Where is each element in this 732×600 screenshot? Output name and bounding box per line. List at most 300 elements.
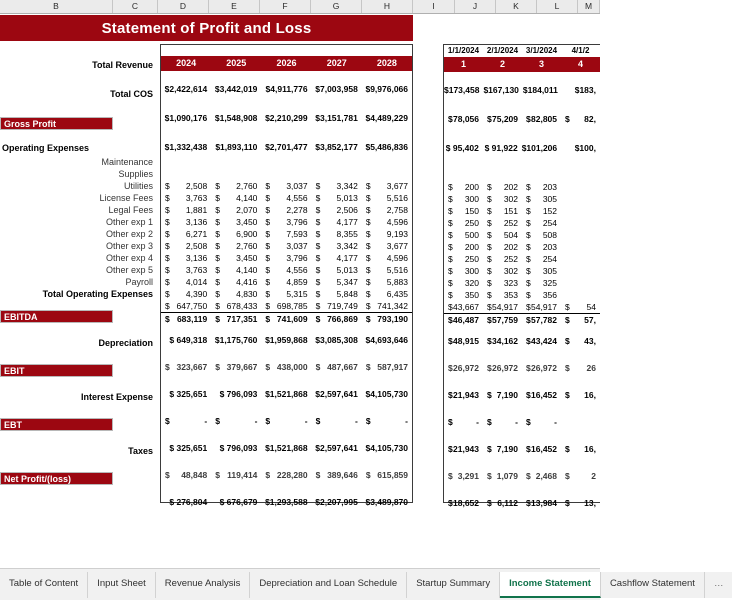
table-cell[interactable] xyxy=(483,493,522,514)
row-label-interest-expense[interactable]: Interest Expense xyxy=(80,392,153,402)
table-cell[interactable] xyxy=(561,314,600,325)
table-cell[interactable] xyxy=(444,289,483,301)
annual-row-ebt[interactable] xyxy=(161,438,412,459)
monthly-row-5[interactable] xyxy=(444,181,600,193)
annual-row-other-exp-1[interactable] xyxy=(161,240,412,252)
table-cell[interactable]: $1,893,110 xyxy=(215,142,258,152)
table-cell[interactable]: $ 649,318 xyxy=(169,335,208,345)
row-label-total-revenue[interactable]: Total Revenue xyxy=(92,60,153,70)
table-cell[interactable] xyxy=(261,264,311,276)
table-cell[interactable]: $1,521,868 xyxy=(265,443,308,453)
table-cell[interactable] xyxy=(362,288,412,300)
table-cell[interactable] xyxy=(561,193,600,205)
table-cell[interactable] xyxy=(211,465,261,486)
table-cell[interactable] xyxy=(211,240,261,252)
table-cell[interactable] xyxy=(444,241,483,253)
annual-row-net-profit-loss[interactable] xyxy=(161,492,412,513)
table-cell[interactable] xyxy=(483,217,522,229)
monthly-row-13[interactable] xyxy=(444,277,600,289)
monthly-row-17[interactable] xyxy=(444,331,600,352)
table-cell[interactable]: $184,011 xyxy=(522,85,558,95)
table-cell[interactable]: $4,693,646 xyxy=(365,335,409,345)
table-cell[interactable]: $3,085,308 xyxy=(315,335,358,345)
table-cell[interactable]: $1,175,760 xyxy=(214,335,258,345)
table-cell[interactable] xyxy=(561,289,600,301)
table-cell[interactable]: $1,293,588 xyxy=(265,497,308,507)
table-cell[interactable] xyxy=(561,301,600,313)
period-number-2[interactable]: 2 xyxy=(499,59,505,69)
annual-row-legal-fees[interactable] xyxy=(161,228,412,240)
table-cell[interactable] xyxy=(444,109,483,130)
table-cell[interactable]: $173,458 xyxy=(444,85,480,95)
sheet-tab-income-statement[interactable]: Income Statement xyxy=(500,572,601,598)
row-label-utilities[interactable]: Utilities xyxy=(123,181,153,191)
table-cell[interactable] xyxy=(444,385,483,406)
table-cell[interactable] xyxy=(522,217,561,229)
annual-row-taxes[interactable] xyxy=(161,465,412,486)
table-cell[interactable] xyxy=(312,300,362,312)
monthly-row-1[interactable] xyxy=(444,80,600,101)
table-cell[interactable] xyxy=(522,331,561,352)
table-cell[interactable]: $7,003,958 xyxy=(315,84,358,94)
table-cell[interactable] xyxy=(211,313,261,324)
table-cell[interactable] xyxy=(312,192,362,204)
table-cell[interactable]: $101,206 xyxy=(521,143,558,153)
table-cell[interactable] xyxy=(362,411,412,432)
table-cell[interactable] xyxy=(444,217,483,229)
table-cell[interactable] xyxy=(312,288,362,300)
sheet-tab-depreciation-and-loan-schedule[interactable]: Depreciation and Loan Schedule xyxy=(250,572,407,598)
table-cell[interactable] xyxy=(161,180,211,192)
sheet-tab-revenue-analysis[interactable]: Revenue Analysis xyxy=(156,572,251,598)
table-cell[interactable] xyxy=(444,314,483,325)
table-cell[interactable] xyxy=(312,357,362,378)
table-cell[interactable]: $3,151,781 xyxy=(315,113,358,123)
table-cell[interactable] xyxy=(261,288,311,300)
annual-row-interest-expense[interactable] xyxy=(161,411,412,432)
table-cell[interactable] xyxy=(483,358,522,379)
annual-row-total-operating-expenses[interactable] xyxy=(161,312,412,324)
column-header-m[interactable]: M xyxy=(578,0,600,13)
table-cell[interactable] xyxy=(561,109,600,130)
table-cell[interactable] xyxy=(444,277,483,289)
month-date-2[interactable]: 2/1/2024 xyxy=(486,46,519,55)
table-cell[interactable] xyxy=(522,493,561,514)
table-cell[interactable] xyxy=(522,439,561,460)
table-cell[interactable] xyxy=(261,300,311,312)
table-cell[interactable] xyxy=(561,331,600,352)
table-cell[interactable] xyxy=(261,276,311,288)
table-cell[interactable]: $ 276,804 xyxy=(169,497,208,507)
row-label-supplies[interactable]: Supplies xyxy=(118,169,153,179)
table-cell[interactable]: $2,597,641 xyxy=(315,389,358,399)
annual-income-statement-table[interactable] xyxy=(160,44,413,507)
year-header-2024[interactable]: 2024 xyxy=(176,58,197,68)
annual-row-utilities[interactable] xyxy=(161,204,412,216)
table-cell[interactable] xyxy=(561,265,600,277)
table-cell[interactable]: $ 325,651 xyxy=(169,443,208,453)
table-cell[interactable] xyxy=(522,205,561,217)
column-header-e[interactable]: E xyxy=(209,0,260,13)
table-cell[interactable] xyxy=(362,264,412,276)
table-cell[interactable] xyxy=(211,252,261,264)
table-cell[interactable] xyxy=(444,301,483,313)
row-label-total-cos[interactable]: Total COS xyxy=(110,89,153,99)
monthly-row-19[interactable] xyxy=(444,385,600,406)
row-label-maintenance[interactable]: Maintenance xyxy=(101,157,153,167)
table-cell[interactable]: $2,210,299 xyxy=(265,113,308,123)
table-cell[interactable]: $9,976,066 xyxy=(365,84,409,94)
annual-row-depreciation[interactable] xyxy=(161,357,412,378)
sheet-tab-startup-summary[interactable]: Startup Summary xyxy=(407,572,500,598)
row-label-depreciation[interactable]: Depreciation xyxy=(98,338,153,348)
table-cell[interactable] xyxy=(522,277,561,289)
monthly-row-21[interactable] xyxy=(444,439,600,460)
row-label-ebit[interactable]: EBIT xyxy=(0,364,113,377)
table-cell[interactable] xyxy=(362,313,412,324)
monthly-row-12[interactable] xyxy=(444,265,600,277)
table-cell[interactable] xyxy=(161,204,211,216)
table-cell[interactable]: $183, xyxy=(574,85,596,95)
row-label-ebitda[interactable]: EBITDA xyxy=(0,310,113,323)
table-cell[interactable]: $3,489,870 xyxy=(365,497,409,507)
table-cell[interactable] xyxy=(444,229,483,241)
table-cell[interactable] xyxy=(522,181,561,193)
period-number-4[interactable]: 4 xyxy=(577,59,583,69)
annual-row-supplies[interactable] xyxy=(161,192,412,204)
table-cell[interactable] xyxy=(211,288,261,300)
annual-row-license-fees[interactable] xyxy=(161,216,412,228)
table-cell[interactable] xyxy=(362,180,412,192)
table-cell[interactable] xyxy=(362,276,412,288)
table-cell[interactable] xyxy=(312,240,362,252)
table-cell[interactable] xyxy=(522,229,561,241)
table-cell[interactable] xyxy=(312,216,362,228)
table-cell[interactable]: $ 95,402 xyxy=(445,143,479,153)
table-cell[interactable] xyxy=(261,411,311,432)
table-cell[interactable] xyxy=(211,357,261,378)
table-cell[interactable]: $1,521,868 xyxy=(265,389,308,399)
row-label-gross-profit[interactable]: Gross Profit xyxy=(0,117,113,130)
table-cell[interactable] xyxy=(312,180,362,192)
table-cell[interactable]: $5,486,836 xyxy=(365,142,409,152)
monthly-row-18[interactable] xyxy=(444,358,600,379)
table-cell[interactable]: $1,332,438 xyxy=(164,142,208,152)
monthly-row-9[interactable] xyxy=(444,229,600,241)
table-cell[interactable] xyxy=(444,205,483,217)
monthly-row-7[interactable] xyxy=(444,205,600,217)
table-cell[interactable] xyxy=(522,385,561,406)
table-cell[interactable] xyxy=(561,253,600,265)
table-cell[interactable] xyxy=(522,109,561,130)
row-label-ebt[interactable]: EBT xyxy=(0,418,113,431)
table-cell[interactable] xyxy=(483,193,522,205)
table-cell[interactable] xyxy=(483,253,522,265)
table-cell[interactable] xyxy=(161,252,211,264)
column-header-c[interactable]: C xyxy=(113,0,158,13)
column-header-g[interactable]: G xyxy=(311,0,362,13)
table-cell[interactable] xyxy=(362,192,412,204)
period-number-3[interactable]: 3 xyxy=(538,59,544,69)
annual-row-ebitda[interactable] xyxy=(161,330,412,351)
column-header-h[interactable]: H xyxy=(362,0,413,13)
table-cell[interactable] xyxy=(211,204,261,216)
row-label-other-exp-3[interactable]: Other exp 3 xyxy=(105,241,153,251)
table-cell[interactable] xyxy=(261,252,311,264)
table-cell[interactable] xyxy=(161,300,211,312)
sheet-tab-[interactable]: … xyxy=(705,572,732,598)
table-cell[interactable] xyxy=(261,216,311,228)
row-label-operating-expenses[interactable]: Operating Expenses xyxy=(2,143,90,153)
column-header-i[interactable]: I xyxy=(413,0,455,13)
row-label-total-operating-expenses[interactable]: Total Operating Expenses xyxy=(42,289,153,299)
column-header-f[interactable]: F xyxy=(260,0,311,13)
monthly-row-15[interactable] xyxy=(444,301,600,313)
column-header-j[interactable]: J xyxy=(455,0,496,13)
month-date-1[interactable]: 1/1/2024 xyxy=(447,46,480,55)
period-number-1[interactable]: 1 xyxy=(460,59,466,69)
annual-row-other-exp-3[interactable] xyxy=(161,264,412,276)
table-cell[interactable] xyxy=(261,240,311,252)
table-cell[interactable] xyxy=(211,216,261,228)
annual-row-ebit[interactable] xyxy=(161,384,412,405)
table-cell[interactable] xyxy=(561,412,600,433)
table-cell[interactable] xyxy=(312,313,362,324)
table-cell[interactable] xyxy=(261,228,311,240)
monthly-row-22[interactable] xyxy=(444,466,600,487)
table-cell[interactable] xyxy=(522,358,561,379)
table-cell[interactable] xyxy=(312,228,362,240)
table-cell[interactable] xyxy=(211,300,261,312)
monthly-row-2[interactable] xyxy=(444,109,600,130)
monthly-row-20[interactable] xyxy=(444,412,600,433)
table-cell[interactable] xyxy=(522,241,561,253)
monthly-income-statement-table[interactable] xyxy=(443,44,600,508)
table-cell[interactable] xyxy=(362,300,412,312)
table-cell[interactable] xyxy=(362,216,412,228)
table-cell[interactable]: $ 796,093 xyxy=(219,389,258,399)
table-cell[interactable] xyxy=(522,265,561,277)
table-cell[interactable] xyxy=(561,277,600,289)
column-header-l[interactable]: L xyxy=(537,0,578,13)
table-cell[interactable] xyxy=(161,240,211,252)
table-cell[interactable]: $4,911,776 xyxy=(265,84,308,94)
table-cell[interactable] xyxy=(261,180,311,192)
table-cell[interactable] xyxy=(362,240,412,252)
table-cell[interactable] xyxy=(522,301,561,313)
table-cell[interactable] xyxy=(444,439,483,460)
monthly-row-3[interactable] xyxy=(444,138,600,159)
table-cell[interactable] xyxy=(444,358,483,379)
table-cell[interactable] xyxy=(483,439,522,460)
table-cell[interactable]: $ 325,651 xyxy=(169,389,208,399)
table-cell[interactable] xyxy=(161,216,211,228)
table-cell[interactable] xyxy=(522,314,561,325)
row-label-other-exp-2[interactable]: Other exp 2 xyxy=(105,229,153,239)
table-cell[interactable] xyxy=(161,313,211,324)
table-cell[interactable] xyxy=(261,313,311,324)
table-cell[interactable] xyxy=(161,276,211,288)
table-cell[interactable]: $4,105,730 xyxy=(365,389,409,399)
table-cell[interactable] xyxy=(483,466,522,487)
table-cell[interactable] xyxy=(261,204,311,216)
table-cell[interactable] xyxy=(561,493,600,514)
table-cell[interactable]: $3,852,177 xyxy=(315,142,358,152)
year-header-2025[interactable]: 2025 xyxy=(226,58,247,68)
monthly-row-23[interactable] xyxy=(444,493,600,514)
row-label-other-exp-4[interactable]: Other exp 4 xyxy=(105,253,153,263)
table-cell[interactable] xyxy=(261,192,311,204)
table-cell[interactable] xyxy=(261,465,311,486)
table-cell[interactable] xyxy=(483,265,522,277)
table-cell[interactable] xyxy=(362,465,412,486)
table-cell[interactable] xyxy=(561,385,600,406)
table-cell[interactable]: $3,442,019 xyxy=(214,84,258,94)
month-date-3[interactable]: 3/1/2024 xyxy=(525,46,558,55)
table-cell[interactable]: $2,422,614 xyxy=(164,84,208,94)
table-cell[interactable] xyxy=(561,217,600,229)
table-cell[interactable] xyxy=(312,252,362,264)
table-cell[interactable]: $1,548,908 xyxy=(214,113,258,123)
row-label-license-fees[interactable]: License Fees xyxy=(99,193,153,203)
column-header-d[interactable]: D xyxy=(158,0,209,13)
year-header-2026[interactable]: 2026 xyxy=(276,58,297,68)
annual-row-total-revenue[interactable] xyxy=(161,79,412,100)
table-cell[interactable] xyxy=(483,385,522,406)
table-cell[interactable] xyxy=(161,192,211,204)
table-cell[interactable] xyxy=(483,301,522,313)
annual-row-other-exp-5[interactable] xyxy=(161,288,412,300)
table-cell[interactable] xyxy=(211,228,261,240)
annual-row-total-cos[interactable] xyxy=(161,108,412,129)
row-label-other-exp-5[interactable]: Other exp 5 xyxy=(105,265,153,275)
table-cell[interactable] xyxy=(362,252,412,264)
table-cell[interactable] xyxy=(483,229,522,241)
table-cell[interactable] xyxy=(483,289,522,301)
table-cell[interactable] xyxy=(362,357,412,378)
table-cell[interactable]: $1,959,868 xyxy=(265,335,308,345)
sheet-tab-bar[interactable] xyxy=(0,568,724,600)
monthly-row-11[interactable] xyxy=(444,253,600,265)
table-cell[interactable]: $2,597,641 xyxy=(315,443,358,453)
annual-row-other-exp-2[interactable] xyxy=(161,252,412,264)
table-cell[interactable] xyxy=(444,181,483,193)
row-label-taxes[interactable]: Taxes xyxy=(128,446,153,456)
table-cell[interactable]: $ 91,922 xyxy=(484,143,518,153)
table-cell[interactable] xyxy=(312,465,362,486)
table-cell[interactable]: $4,105,730 xyxy=(365,443,409,453)
table-cell[interactable]: $ 676,679 xyxy=(219,497,258,507)
monthly-row-14[interactable] xyxy=(444,289,600,301)
table-cell[interactable] xyxy=(522,253,561,265)
table-cell[interactable]: $2,207,995 xyxy=(315,497,358,507)
table-cell[interactable] xyxy=(312,276,362,288)
table-cell[interactable]: $4,489,229 xyxy=(365,113,409,123)
monthly-row-8[interactable] xyxy=(444,217,600,229)
table-cell[interactable] xyxy=(522,466,561,487)
table-cell[interactable] xyxy=(211,264,261,276)
row-label-net-profit-loss[interactable]: Net Profit/(loss) xyxy=(0,472,113,485)
monthly-row-6[interactable] xyxy=(444,193,600,205)
table-cell[interactable]: $2,701,477 xyxy=(265,142,308,152)
table-cell[interactable] xyxy=(312,204,362,216)
table-cell[interactable] xyxy=(261,357,311,378)
annual-row-gross-profit[interactable] xyxy=(161,137,412,158)
table-cell[interactable]: $167,130 xyxy=(483,85,519,95)
table-cell[interactable] xyxy=(483,205,522,217)
table-cell[interactable] xyxy=(211,411,261,432)
table-cell[interactable] xyxy=(161,228,211,240)
sheet-tab-table-of-content[interactable]: Table of Content xyxy=(0,572,88,598)
row-label-payroll[interactable]: Payroll xyxy=(125,277,153,287)
table-cell[interactable] xyxy=(483,277,522,289)
table-cell[interactable] xyxy=(312,264,362,276)
table-cell[interactable] xyxy=(561,205,600,217)
table-cell[interactable] xyxy=(561,439,600,460)
table-cell[interactable] xyxy=(312,411,362,432)
table-cell[interactable]: $ 796,093 xyxy=(219,443,258,453)
table-cell[interactable] xyxy=(161,411,211,432)
table-cell[interactable] xyxy=(483,412,522,433)
row-label-legal-fees[interactable]: Legal Fees xyxy=(108,205,153,215)
month-date-4[interactable]: 4/1/2 xyxy=(571,46,590,55)
table-cell[interactable]: $1,090,176 xyxy=(164,113,208,123)
table-cell[interactable] xyxy=(444,466,483,487)
table-cell[interactable] xyxy=(444,412,483,433)
annual-row-maintenance[interactable] xyxy=(161,180,412,192)
table-cell[interactable] xyxy=(444,193,483,205)
table-cell[interactable] xyxy=(444,253,483,265)
table-cell[interactable] xyxy=(561,358,600,379)
table-cell[interactable] xyxy=(483,331,522,352)
monthly-row-10[interactable] xyxy=(444,241,600,253)
table-cell[interactable] xyxy=(522,289,561,301)
annual-row-other-exp-4[interactable] xyxy=(161,276,412,288)
column-header-b[interactable]: B xyxy=(0,0,113,13)
table-cell[interactable] xyxy=(444,265,483,277)
column-header-k[interactable]: K xyxy=(496,0,537,13)
table-cell[interactable] xyxy=(483,314,522,325)
table-cell[interactable] xyxy=(522,412,561,433)
table-cell[interactable] xyxy=(561,241,600,253)
table-cell[interactable] xyxy=(211,180,261,192)
table-cell[interactable] xyxy=(444,331,483,352)
table-cell[interactable] xyxy=(561,229,600,241)
table-cell[interactable] xyxy=(522,193,561,205)
table-cell[interactable] xyxy=(161,357,211,378)
annual-row-payroll[interactable] xyxy=(161,300,412,312)
table-cell[interactable] xyxy=(483,181,522,193)
table-cell[interactable] xyxy=(444,493,483,514)
table-cell[interactable] xyxy=(211,276,261,288)
table-cell[interactable] xyxy=(161,288,211,300)
table-cell[interactable] xyxy=(211,192,261,204)
row-label-other-exp-1[interactable]: Other exp 1 xyxy=(105,217,153,227)
table-cell[interactable] xyxy=(483,109,522,130)
table-cell[interactable] xyxy=(161,465,211,486)
year-header-2028[interactable]: 2028 xyxy=(376,58,397,68)
year-header-2027[interactable]: 2027 xyxy=(326,58,347,68)
sheet-tab-input-sheet[interactable]: Input Sheet xyxy=(88,572,156,598)
table-cell[interactable] xyxy=(161,264,211,276)
table-cell[interactable] xyxy=(561,181,600,193)
table-cell[interactable] xyxy=(362,228,412,240)
monthly-row-16[interactable] xyxy=(444,313,600,325)
table-cell[interactable] xyxy=(362,204,412,216)
table-cell[interactable] xyxy=(561,466,600,487)
table-cell[interactable]: $100, xyxy=(574,143,596,153)
sheet-tab-cashflow-statement[interactable]: Cashflow Statement xyxy=(601,572,705,598)
